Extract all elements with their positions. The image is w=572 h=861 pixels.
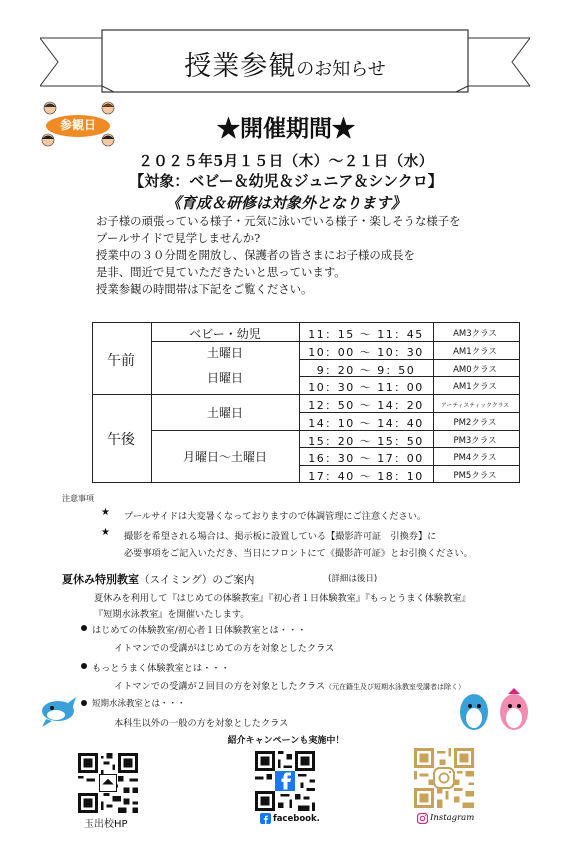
- target-audience: 【対象：ベビー＆幼児＆ジュニア＆シンクロ】: [129, 172, 443, 190]
- title-banner: [40, 28, 530, 96]
- class-cell: PM4クラス: [453, 453, 497, 463]
- campaign-notice: 紹介キャンペーンも実施中！: [227, 736, 345, 746]
- dolphin-pair-mascot-icon: [452, 686, 542, 734]
- class-cell: AM1クラス: [453, 382, 497, 392]
- bullet-title: 短期水泳教室とは・・・: [92, 699, 186, 709]
- period-heading: ★開催期間★: [217, 115, 355, 142]
- bullet-dot-icon: [81, 625, 87, 631]
- qr-code-hp-icon[interactable]: [78, 753, 138, 813]
- class-cell: AM3クラス: [453, 329, 497, 339]
- class-cell: PM2クラス: [453, 418, 497, 428]
- class-cell: AM1クラス: [453, 347, 497, 357]
- time-cell: 17：40 ～ 18：10: [308, 470, 424, 483]
- page-title: [40, 44, 530, 83]
- summer-section-heading: [62, 571, 254, 587]
- instagram-logo-icon: [417, 813, 428, 824]
- summer-line: 夏休みを利用して『はじめての体験教室』『初心者１日体験教室』『もっとうまく体験教室』: [94, 593, 471, 604]
- period-dates: ２０２５年5月１５日（木）～２１日（水）: [138, 153, 434, 170]
- time-cell: 10：30 ～ 11：00: [308, 381, 424, 394]
- time-cell: 12：50 ～ 14：20: [308, 399, 424, 412]
- detail-later: (詳細は後日): [328, 574, 378, 584]
- exclusion-note: 《育成＆研修は対象外となります》: [165, 194, 406, 212]
- time-cell: 9：20 ～ 9：50: [316, 364, 416, 377]
- star-bullet-icon: ★: [101, 527, 110, 538]
- intro-line: お子様の頑張っている様子・元気に泳いでいる様子・楽しそうな様子を: [96, 214, 461, 228]
- day-label: 土曜日: [206, 406, 243, 420]
- class-cell: PM5クラス: [453, 471, 497, 481]
- bullet-desc: [114, 678, 465, 692]
- bullet-title: もっとうまく体験教室とは・・・: [92, 663, 230, 674]
- day-label: 土曜日: [206, 346, 243, 360]
- bullet-dot-icon: [81, 700, 87, 706]
- time-cell: 16：30 ～ 17：00: [308, 452, 424, 465]
- title-main: 授業参観: [184, 51, 297, 82]
- summer-subtitle: （スイミング）のご案内: [139, 574, 255, 586]
- intro-line: 授業中の３０分間を開放し、保護者の皆さまにお子様の成長を: [96, 248, 415, 262]
- instagram-link-label[interactable]: Instagram: [430, 813, 475, 823]
- day-label: ベビー・幼児: [189, 327, 261, 341]
- schedule-table: [92, 322, 520, 483]
- time-cell: 10：00 ～ 10：30: [308, 346, 424, 359]
- bullet-desc: イトマンでの受講がはじめての方を対象としたクラス: [114, 643, 335, 654]
- time-cell: 11：15 ～ 11：45: [308, 328, 424, 341]
- facebook-link-label[interactable]: facebook.: [273, 814, 320, 824]
- hp-link-label[interactable]: 玉出校HP: [84, 819, 128, 830]
- facebook-logo-icon: [260, 813, 271, 824]
- time-cell: 15：20 ～ 15：50: [308, 435, 424, 448]
- bullet-title: はじめての体験教室/初心者１日体験教室とは・・・: [92, 625, 307, 636]
- intro-line: 是非、間近で見ていただきたいと思っています。: [96, 265, 346, 279]
- note-item: 撮影を希望される場合は、掲示板に設置している【撮影許可証 引換券】に: [124, 531, 437, 542]
- summer-title: 夏休み特別教室: [62, 573, 139, 586]
- badge-label: 参観日: [59, 118, 96, 132]
- dolphin-mascot-icon: [38, 693, 78, 729]
- bullet-desc-text: イトマンでの受講が２回目の方を対象としたクラス: [114, 681, 326, 692]
- morning-label: 午前: [107, 353, 135, 369]
- note-item-cont: 必要事項をご記入いただき、当日にフロントにて《撮影許可証》とお引換ください。: [124, 548, 473, 559]
- class-cell: PM3クラス: [453, 436, 497, 446]
- intro-paragraph: [96, 213, 566, 298]
- note-item: プールサイドは大変暑くなっておりますので体調管理にご注意ください。: [124, 511, 427, 522]
- title-suffix: のお知らせ: [296, 59, 386, 80]
- time-cell: 14：10 ～ 14：40: [308, 417, 424, 430]
- class-cell: アーティスティッククラス: [440, 403, 510, 409]
- class-cell: AM0クラス: [453, 365, 497, 375]
- day-label: 月曜日～土曜日: [182, 450, 267, 464]
- qr-code-instagram-icon[interactable]: [414, 748, 474, 808]
- notes-heading: 注意事項: [62, 494, 94, 503]
- afternoon-label: 午後: [107, 432, 135, 448]
- intro-line: プールサイドで見学しませんか?: [96, 231, 261, 245]
- summer-line: 『短期水泳教室』を開催いたします。: [94, 609, 250, 620]
- bullet-desc-note: （元在籍生及び短期水泳教室受講者は除く）: [325, 683, 466, 691]
- bullet-desc: 本科生以外の一般の方を対象としたクラス: [114, 718, 289, 729]
- qr-code-facebook-icon[interactable]: [255, 751, 315, 811]
- intro-line: 授業参観の時間帯は下記をご覧ください。: [96, 282, 313, 296]
- star-bullet-icon: ★: [101, 507, 110, 518]
- day-label: 日曜日: [206, 371, 243, 385]
- bullet-dot-icon: [81, 663, 87, 669]
